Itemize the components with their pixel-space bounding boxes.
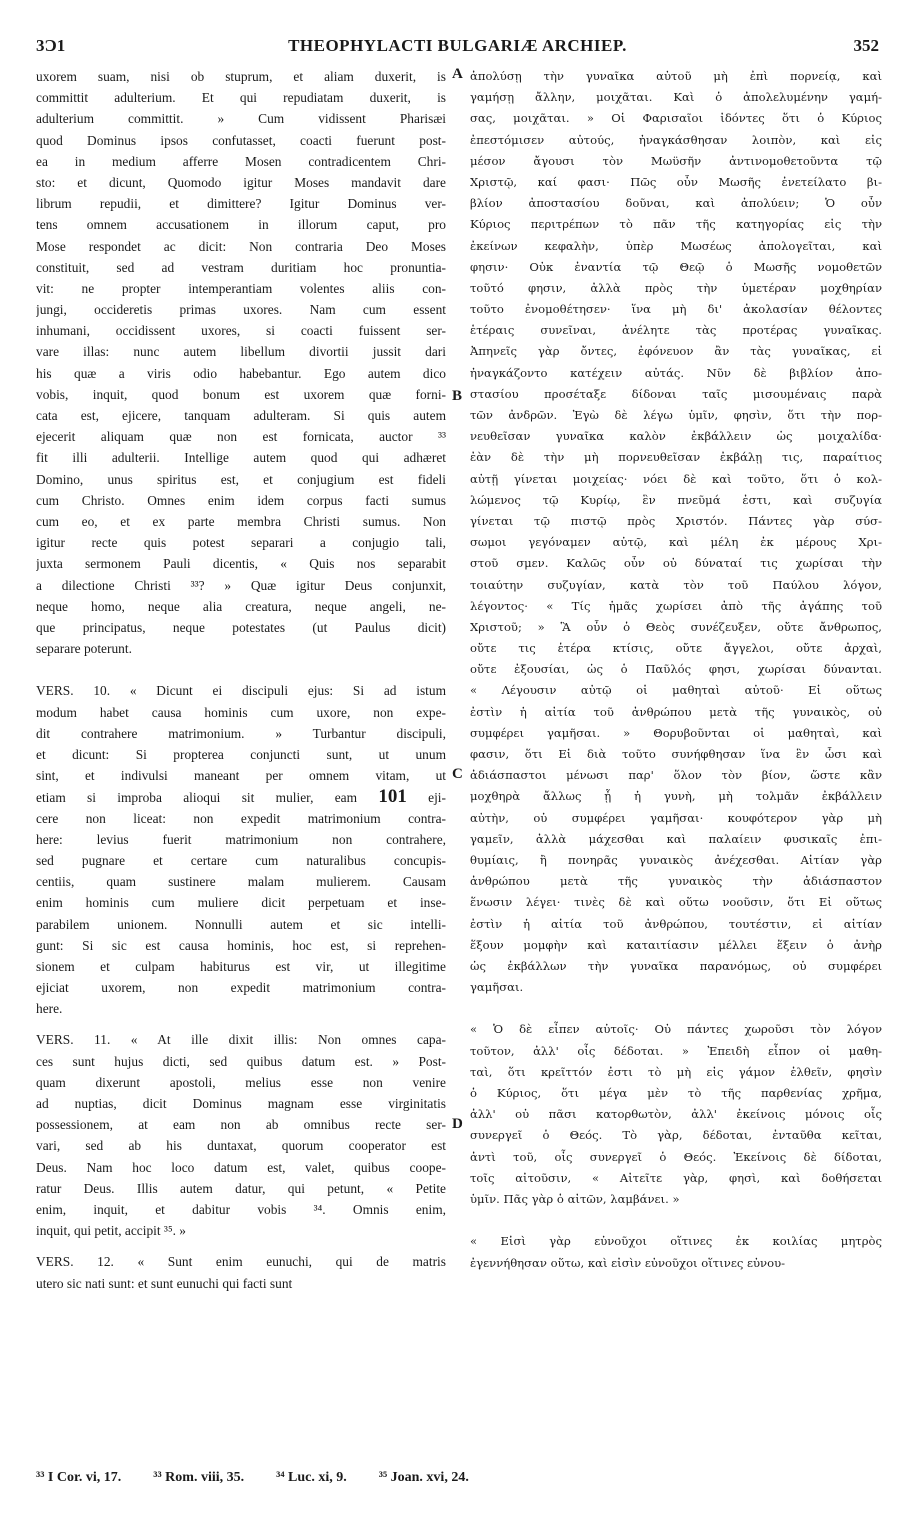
text-line: librum repudii, et dimittere? Igitur Dominus ver- — [36, 196, 446, 212]
text-line: ces sunt hujus dicti, sed quibus datum est. » Post- — [36, 1053, 446, 1069]
text-line: συνεργεῖ ὁ Θεός. Τὸ γὰρ, δέδοται, ἐνταῦθα κεῖται, — [470, 1128, 882, 1143]
text-line: ἕξουν μομφὴν καὶ καταιτίασιν μέλλει ἕξειν ὁ ἀνὴρ — [470, 937, 882, 952]
text-line: separare poterunt. — [36, 641, 132, 657]
text-line: τοῦτο ἐνομοθέτησεν· ἵνα μὴ δι' ἀκολασίαν θέλοντες — [470, 302, 882, 317]
text-line: Domino, unus spiritus est, et conjugium est fideli — [36, 471, 446, 487]
text-line: ἀντὶ τοῦ, οἷς συνεργεῖ ὁ Θεός. Ἐκείνοις δὲ δίδοται, — [470, 1149, 882, 1164]
text-line: αὐτῇ γίνεται μοιχείας· νόει δὲ καὶ τοῦτο, ὅτι ὁ κολ- — [470, 471, 882, 486]
text-line: νευθεῖσαν γυναῖκα καλὸν ἐκβάλλειν ὡς μοιχαλίδα· — [470, 429, 882, 444]
greek-column — [470, 66, 882, 1274]
page-number-right: 352 — [853, 36, 879, 55]
paragraph-gap — [36, 659, 446, 680]
text-line: οὔτε τις ἑτέρα κτίσις, οὔτε ἄγγελοι, οὔτε ἀρχαὶ, — [470, 641, 882, 656]
text-line: γαμῆσαι. — [470, 980, 524, 995]
text-line: cum Christo. Omnes enim idem corpus facti sumus — [36, 492, 446, 508]
running-title: THEOPHYLACTI BULGARIÆ ARCHIEP. — [288, 36, 627, 55]
text-line: « Λέγουσιν αὐτῷ οἱ μαθηταὶ αὐτοῦ· Εἰ οὕτως — [470, 683, 882, 698]
text-line: inquit, qui petit, accipit ³⁵. » — [36, 1223, 187, 1239]
text-line: cum eo, et ex parte membra Christi sumus. Non — [36, 513, 446, 529]
paragraph-gap — [470, 998, 882, 1019]
text-line: neque homo, neque alia creatura, neque angeli, ne- — [36, 598, 446, 614]
text-line: ejecerit aliquam quæ non est fornicata, auctor ³³ — [36, 429, 446, 445]
text-line: « Εἰσὶ γὰρ εὐνοῦχοι οἵτινες ἐκ κοιλίας μητρὸς — [470, 1234, 882, 1249]
text-line: Ἀπηνεῖς γὰρ ὄντες, ἐφόνευον ἂν τὰς γυναῖκας, εἰ — [470, 344, 882, 359]
text-line: αὐτὴν, οὐ συμφέρει γαμῆσαι· κουφότερον γὰρ μὴ — [470, 810, 882, 825]
text-line: parabilem unionem. Nonnulli autem et sic intelli- — [36, 916, 446, 932]
margin-marker-b: B — [452, 388, 463, 404]
text-line: τοῖς αἰτοῦσιν, « Αἰτεῖτε γὰρ, φησὶ, καὶ δοθήσεται — [470, 1170, 882, 1185]
text-line: Mose respondet ac dicit: Non contraria Deo Moses — [36, 238, 446, 254]
text-line: ἐστὶν ἡ αἰτία τοῦ ἀνθρώπου μετὰ τῆς γυναικὸς, οὐ — [470, 704, 882, 719]
text-line: VERS. 11. « At ille dixit illis: Non omnes capa- — [36, 1032, 446, 1048]
paragraph-gap — [470, 1210, 882, 1231]
text-line: VERS. 10. « Dicunt ei discipuli ejus: Si ad istum — [36, 683, 446, 699]
text-line: ὡς ἐκβάλλων τὴν γυναῖκα παρανόμως, οὐ συμφέρει — [470, 958, 882, 973]
text-line: γαμήσῃ ἄλλην, μοιχᾶται. Καὶ ὁ ἀπολελυμένην γαμή- — [470, 90, 882, 105]
text-line: inhumani, occidissent uxores, si coacti fuissent ser- — [36, 323, 446, 339]
text-line: modum habet causa hominis cum uxore, non expe- — [36, 704, 446, 720]
text-line: γαμεῖν, ἀλλὰ μάχεσθαι καὶ παλαίειν φυσικαῖς ἐπι- — [470, 831, 882, 846]
text-line: βλίον ἀποστασίου δοῦναι, καὶ ἀπολύειν; Ὁ οὖν — [470, 196, 882, 211]
text-line: utero sic nati sunt: et sunt eunuchi qui facti sunt — [36, 1275, 293, 1291]
page-header — [36, 36, 879, 60]
text-line: cata est, ejicere, tanquam adulteram. Si quis autem — [36, 408, 446, 423]
text-line: οὔτε ἐξουσίαι, ὡς ὁ Παῦλός φησι, χωρίσαι δύνανται. — [470, 662, 882, 677]
line-segment: etiam si improba alioqui sit mulier, eam — [36, 790, 379, 806]
text-line: φησιν· Οὐκ ἐναντία τῷ Θεῷ ὁ Μωσῆς νομοθετῶν — [470, 259, 882, 274]
text-line: vare illas: nunc autem libellum divortii jussit dari — [36, 344, 446, 360]
paragraph-gap — [36, 1019, 446, 1029]
text-line: possessionem, at eam non ab omnibus recte ser- — [36, 1117, 446, 1133]
text-line: que principatus, neque potestates (ut Paulus dicit) — [36, 619, 446, 635]
text-line: jungi, occideretis primas uxores. Nam cum essent — [36, 302, 446, 318]
text-line: μοχθηρὰ ἄλλως ᾖ ἡ γυνὴ, μὴ τολμᾶν ἐκβάλλειν — [470, 789, 882, 804]
text-line: sint, et indivulsi maneant per omnem vitam, ut — [36, 768, 446, 784]
text-line: τοῦτον, ἀλλ' οἷς δέδοται. » Ἐπειδὴ εἶπον οἱ μαθη- — [470, 1043, 882, 1058]
text-line: adulterium committit. » Cum vidissent Pharisæi — [36, 111, 446, 127]
text-line: ἕνωσιν λέγει· τινὲς δὲ καὶ οὕτω νοοῦσιν, ὅτι Εἰ οὕτως — [470, 895, 882, 910]
text-line: Χριστοῦ; » Ἃ οὖν ὁ Θεὸς συνέζευξεν, οὔτε ἄνθρωπος, — [470, 619, 882, 634]
text-line: dit contrahere matrimonium. » Turbantur discipuli, — [36, 725, 446, 741]
text-line: here. — [36, 1001, 63, 1017]
text-line: juxta sermonem Pauli dicentis, « Quis nos separabit — [36, 556, 446, 572]
footnote: ³⁴ Luc. xi, 9. — [276, 1470, 347, 1485]
text-line: vit: ne propter intemperantiam volentes aliis con- — [36, 280, 446, 296]
text-line: σωμοι γεγόναμεν αὐτῷ, καὶ μέλη ἐκ μέρους Χρι- — [470, 535, 882, 550]
text-line: ἑτέραις συνεῖναι, ἀνέλητε τὰς προτέρας γυναῖκας. — [470, 323, 882, 338]
text-line: σας, μοιχᾶται. » Οἱ Φαρισαῖοι ἰδόντες ὅτι ὁ Κύριος — [470, 111, 882, 126]
text-line: enim, inquit, et dabitur vobis ³⁴. Omnis enim, — [36, 1201, 446, 1217]
text-line: ratur Deus. Illis autem datur, qui petunt, « Petite — [36, 1180, 446, 1196]
text-line: vobis, inquit, quod bonum est uxorem quæ forni- — [36, 386, 446, 402]
latin-column — [36, 66, 446, 1294]
text-line: ἀλλ' οὐ πᾶσι κατορθωτὸν, ἀλλ' ἐκείνοις μόνοις οἷς — [470, 1107, 882, 1122]
margin-marker-c: C — [452, 766, 463, 782]
line-segment: eji- — [406, 790, 446, 806]
text-line: ea in medium afferre Mosen contradicentem Chri- — [36, 153, 446, 169]
page-number-left: 3Ɔ1 — [36, 36, 66, 55]
text-line: ὑμῖν. Πᾶς γὰρ ὁ αἰτῶν, λαμβάνει. » — [470, 1191, 680, 1206]
text-line: et dicunt: Si propterea conjuncti sunt, ut unum — [36, 747, 446, 762]
text-line: constituit, sed ad vestram duritiam hoc pronuntia- — [36, 259, 446, 275]
text-line: ἐὰν δὲ τὴν μὴ πορνευθεῖσαν ἐκβάλῃ τις, παραίτιος — [470, 450, 882, 465]
text-line: ὁ Κύριος, ὅτι μέγα μὲν τὸ τῆς παρθενίας χρῆμα, — [470, 1086, 882, 1100]
text-line: ἐστὶν ἡ αἰτία τοῦ ἀνθρώπου, τουτέστιν, εἰ αἰτίαν — [470, 916, 882, 931]
text-line: ἠναγκάζοντο κατέχειν αὐτάς. Νῦν δὲ βιβλίον ἀπο- — [470, 365, 882, 380]
text-line: στασίου προσέταξε δίδοναι ταῖς μισουμέναις παρὰ — [470, 386, 882, 401]
text-line: λώμενος τῷ Κυρίῳ, ἓν πνεῦμά ἐστι, καὶ συζυγία — [470, 492, 882, 507]
text-line: sto: et dicunt, Quomodo igitur Moses mandavit dare — [36, 174, 446, 190]
text-line: συμφέρει γαμῆσαι. » Θορυβοῦνται οἱ μαθηταὶ, καὶ — [470, 725, 882, 740]
text-line: λέγοντος· « Τίς ἡμᾶς χωρίσει ἀπὸ τῆς ἀγάπης τοῦ — [470, 598, 882, 613]
text-line: Χριστῷ, καί φασι· Πῶς οὖν Μωσῆς ἐνετείλατο βι- — [470, 174, 882, 189]
text-line: φασιν, ὅτι Εἰ διὰ τοῦτο συνήφθησαν ἵνα ἓν ὦσι καὶ — [470, 747, 882, 761]
text-line: here: levius fuerit matrimonium non contrahere, — [36, 831, 446, 847]
text-line: vari, sed ab his duntaxat, quorum cooperator est — [36, 1138, 446, 1154]
text-line: Deus. Nam hoc loco datum est, valet, quibus coope- — [36, 1159, 446, 1175]
text-line: ad nuptias, dicit Dominus magnam esse virginitatis — [36, 1096, 446, 1111]
text-line: enim hominis cum muliere dicit perpetuam et inse- — [36, 895, 446, 911]
text-line: igitur recte quis potest separari a conjugio tali, — [36, 535, 446, 551]
column-number: 101 — [378, 786, 407, 808]
text-line: committit adulterium. Et qui repudiatam duxerit, is — [36, 90, 446, 106]
text-line: ἀπολύσῃ τὴν γυναῖκα αὐτοῦ μὴ ἐπὶ πορνείᾳ, καὶ — [470, 69, 882, 83]
text-line: gunt: Si sic est causa hominis, hoc est, si reprehen- — [36, 937, 446, 953]
text-line: sionem et culpam habiturus est vir, ut illegitime — [36, 958, 446, 974]
text-line: ἐπεστόμισεν αὐτούς, ἠναγκάσθησαν λοιπὸν, καὶ εἰς — [470, 132, 882, 147]
text-line: « Ὁ δὲ εἶπεν αὐτοῖς· Οὐ πάντες χωροῦσι τὸν λόγον — [470, 1022, 882, 1037]
footnote: ³⁵ Joan. xvi, 24. — [378, 1470, 469, 1485]
text-line: tens omnem accusationem in illorum caput, pro — [36, 217, 446, 233]
text-line: Κύριος περιτρέπων τὸ πᾶν τῆς κατηγορίας εἰς τὴν — [470, 217, 882, 232]
text-line: his quæ a viris odio habebantur. Ego autem dico — [36, 365, 446, 381]
text-line: ἐκείνων κεφαλὴν, ὑπὲρ Μωσέως ἀπολογεῖται, καὶ — [470, 238, 882, 253]
text-line: γίνεται τῷ πιστῷ πρὸς Χριστόν. Πάντες γὰρ σύσ- — [470, 513, 882, 528]
text-line: τοιαύτην συζυγίαν, κατὰ τὸν τοῦ Παύλου λόγον, — [470, 577, 882, 592]
text-line: fit illi adulterii. Intellige autem quod qui adhæret — [36, 450, 446, 466]
text-line: uxorem suam, nisi ob stuprum, et aliam duxerit, is — [36, 69, 446, 84]
text-line: centiis, quam sustinere malam mulierem. Causam — [36, 874, 446, 890]
text-line: cere non liceat: non expedit matrimonium contra- — [36, 810, 446, 826]
text-line: quod Dominus ipsos confutasset, coacti fuerunt post- — [36, 132, 446, 148]
text-line: ταὶ, ὅτι κρεῖττόν ἐστι τὸ μὴ εἰς γάμον ἐλθεῖν, φησὶν — [470, 1064, 882, 1079]
paragraph-gap — [36, 1241, 446, 1251]
text-line: sed pugnare et certare cum naturalibus concupis- — [36, 852, 446, 868]
footnote: ³³ I Cor. vi, 17. — [36, 1470, 122, 1485]
text-line: ejiciat uxorem, non expedit matrimonium contra- — [36, 980, 446, 996]
footnote: ³³ Rom. viii, 35. — [153, 1470, 245, 1485]
text-line: ἀδιάσπαστοι μένωσι παρ' ὅλον τὸν βίον, ὥστε κἂν — [470, 768, 882, 783]
text-line: στοῦ σμεν. Καλῶς οὖν οὐ δύναταί τις χωρίσαι τὴν — [470, 556, 882, 571]
text-line: ἐγεννήθησαν οὕτω, καὶ εἰσὶν εὐνοῦχοι οἵτινες εὐνου- — [470, 1255, 786, 1270]
footnotes — [36, 1470, 879, 1492]
text-line: a dilectione Christi ³³? » Quæ igitur Deus conjunxit, — [36, 577, 446, 593]
margin-marker-d: D — [452, 1116, 463, 1132]
text-line — [36, 786, 446, 807]
text-line: μέσον ἄγουσι τὸν Μωϋσῆν ἀντινομοθετοῦντα τῷ — [470, 153, 882, 168]
text-line: quam dixerunt apostoli, melius esse non venire — [36, 1074, 446, 1090]
text-line: θυμίαις, ἢ πονηρᾶς γυναικὸς ἀνέχεσθαι. Αἰτίαν γὰρ — [470, 852, 882, 867]
text-line: τοῦτό φησιν, ἀλλὰ πρὸς τὴν ὑμετέραν μοχθηρίαν — [470, 280, 882, 295]
text-line: VERS. 12. « Sunt enim eunuchi, qui de matris — [36, 1254, 446, 1270]
text-line: τῶν ἀνδρῶν. Ἐγὼ δὲ λέγω ὑμῖν, φησὶν, ὅτι τὴν πορ- — [470, 408, 882, 422]
margin-marker-a: A — [452, 66, 463, 82]
text-line: ἀνθρώπου μετὰ τῆς γυναικὸς τὴν ἀδιάσπαστον — [470, 874, 882, 889]
